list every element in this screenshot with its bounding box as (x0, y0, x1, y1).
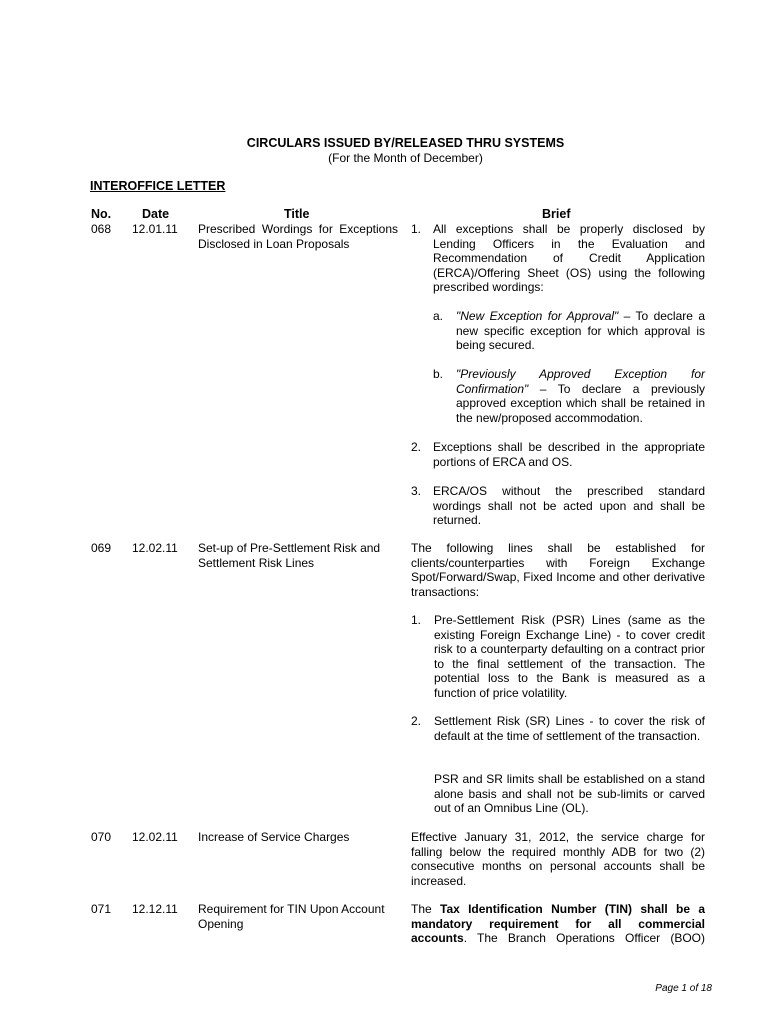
row-069-title: Set-up of Pre-Settlement Risk and Settlement Risk Lines (198, 541, 381, 570)
row-069-item-1-num: 1. (411, 613, 422, 627)
header-brief: Brief (542, 207, 571, 221)
page-footer: Page 1 of 18 (655, 983, 712, 994)
row-070-intro: Effective January 31, 2012, the service charge for falling below the required monthly ADB for two (2) consecutive months on personal accounts shall be increased. (411, 830, 705, 888)
row-069-no: 069 (91, 541, 112, 555)
row-068-item-3-num: 3. (411, 484, 422, 498)
row-068-item-1-num: 1. (411, 222, 422, 236)
row-068-no: 068 (91, 222, 112, 236)
row-070-no: 070 (91, 830, 112, 844)
row-068-item-3-text: ERCA/OS without the prescribed standard wordings shall not be acted upon and shall be returned. (433, 484, 705, 528)
row-069-item-1-text: Pre-Settlement Risk (PSR) Lines (same as the existing Foreign Exchange Line) - to cover credit risk to a counterparty defaulting on a contract prior to the final settlement of the transaction. The potential loss to the Bank is measured as a function of price volatility. (434, 613, 705, 700)
header-title: Title (284, 207, 310, 221)
row-071-date: 12.12.11 (132, 902, 178, 916)
header-no: No. (91, 207, 112, 221)
section-heading: INTEROFFICE LETTER (90, 179, 226, 193)
row-068-item-2-num: 2. (411, 440, 422, 454)
row-069-date: 12.02.11 (132, 541, 178, 555)
document-title: CIRCULARS ISSUED BY/RELEASED THRU SYSTEMS (246, 136, 565, 150)
row-069-intro: The following lines shall be established for clients/counterparties with Foreign Exchange Spot/Forward/Swap, Fixed Income and other derivative transactions: (411, 541, 705, 599)
row-068-date: 12.01.11 (132, 222, 178, 236)
row-068-item-b-text: "Previously Approved Exception for Confirmation" – To declare a previously approved exception which shall be retained in the new/proposed accommodation. (456, 367, 705, 425)
row-071-no: 071 (91, 902, 112, 916)
row-069-item-2-num: 2. (411, 714, 422, 728)
header-date: Date (142, 207, 170, 221)
row-070-title: Increase of Service Charges (198, 830, 350, 844)
row-071-brief: The Tax Identification Number (TIN) shall be a mandatory requirement for all commercial accounts. The Branch Operations Officer (BOO) (411, 902, 705, 946)
row-068-item-2-text: Exceptions shall be described in the appropriate portions of ERCA and OS. (433, 440, 705, 469)
row-071-title: Requirement for TIN Upon Account Opening (198, 902, 385, 931)
row-069-item-2-text: Settlement Risk (SR) Lines - to cover the risk of default at the time of settlement of the transaction. (434, 714, 705, 743)
row-068-title: Prescribed Wordings for Exceptions Disclosed in Loan Proposals (198, 222, 398, 251)
row-068-item-a-num: a. (433, 309, 444, 323)
row-068-item-1-text: All exceptions shall be properly disclosed by Lending Officers in the Evaluation and Recommendation of Credit Application (ERCA)/Offering Sheet (OS) using the following prescribed wordings: (433, 222, 705, 295)
row-068-item-b-num: b. (433, 367, 444, 381)
row-070-date: 12.02.11 (132, 830, 178, 844)
row-068-item-a-text: "New Exception for Approval" – To declare a new specific exception for which approval is being secured. (456, 309, 705, 353)
row-069-note: PSR and SR limits shall be established on a stand alone basis and shall not be sub-limits or carved out of an Omnibus Line (OL). (434, 772, 705, 816)
document-subtitle: (For the Month of December) (328, 151, 483, 165)
